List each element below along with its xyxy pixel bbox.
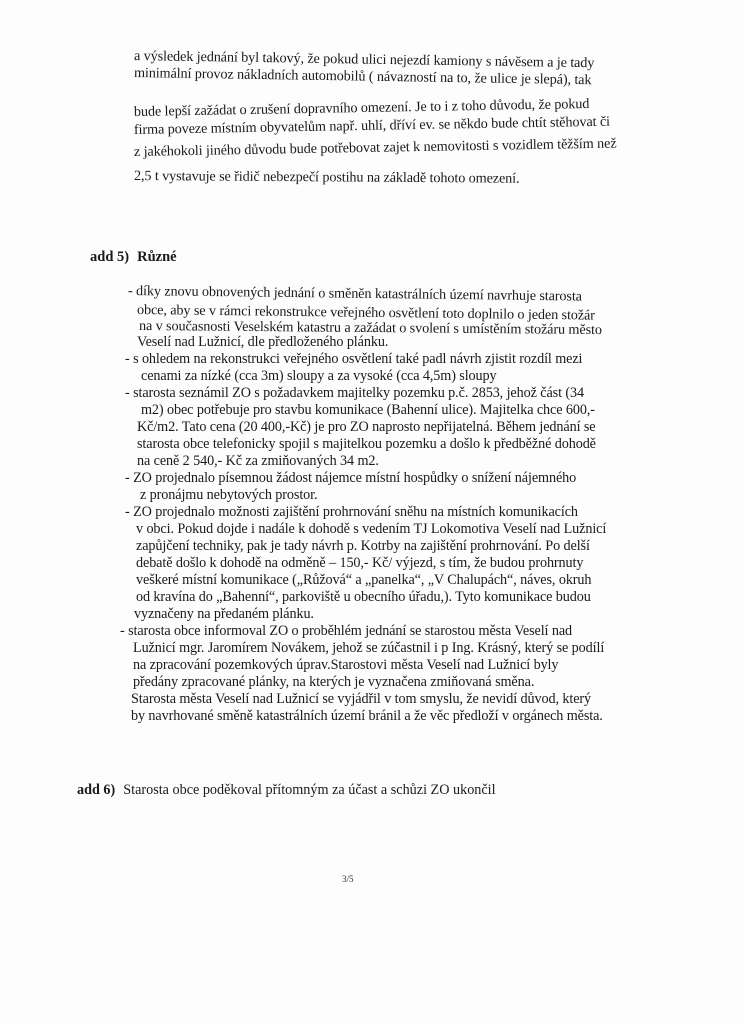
text-line: a výsledek jednání byl takový, že pokud ulici nejezdí kamiony s návěsem a je tady: [133, 48, 595, 72]
section-5-number: add 5): [90, 249, 130, 265]
text-line: na ceně 2 540,- Kč za zmiňovaných 34 m2.: [137, 453, 379, 469]
text-line: minimální provoz nákladních automobilů ( návazností na to, že ulice je slepá), tak: [133, 65, 592, 89]
text-line: z pronájmu nebytových prostor.: [140, 487, 318, 503]
text-line: na zpracování pozemkových úprav.Starostovi města Veselí nad Lužnicí byly: [133, 657, 559, 673]
text-line: Veselí nad Lužnicí, dle předloženého plánku.: [137, 334, 389, 350]
text-line: předány zpracované plánky, na kterých je vyznačena zmiňovaná směna.: [133, 674, 535, 690]
text-line: starosta obce telefonicky spojil s majitelkou pozemku a došlo k předběžné dohodě: [137, 436, 596, 452]
page-number: 3/5: [342, 874, 354, 884]
text-line: Starosta města Veselí nad Lužnicí se vyjádřil v tom smyslu, že nevidí důvod, který: [131, 691, 592, 707]
section-5-title: Různé: [137, 249, 177, 265]
section-6: [77, 782, 496, 799]
text-line: by navrhované směně katastrálních území bránil a že věc předloží v orgánech města.: [131, 708, 603, 724]
text-line: v obci. Pokud dojde i nadále k dohodě s vedením TJ Lokomotiva Veselí nad Lužnicí: [136, 521, 607, 537]
text-line: na v současnosti Veselském katastru a zažádat o svolení s umístěním stožáru město: [138, 318, 602, 339]
text-line: cenami za nízké (cca 3m) sloupy a za vysoké (cca 4,5m) sloupy: [141, 368, 497, 384]
text-line: Lužnicí mgr. Jaromírem Novákem, jehož se zúčastnil i p Ing. Krásný, který se podílí: [133, 640, 605, 656]
section-6-number: add 6): [77, 782, 116, 798]
text-line: zapůjčení techniky, pak je tady návrh p. Kotrby na zajištění prohrnování. Po delší: [136, 538, 590, 554]
text-line: - starosta obce informoval ZO o proběhlém jednání se starostou města Veselí nad: [120, 623, 573, 639]
section-5-heading: [90, 249, 177, 266]
text-line: bude lepší zažádat o zrušení dopravního omezení. Je to i z toho důvodu, že pokud: [133, 96, 590, 120]
text-line: - starosta seznámil ZO s požadavkem majitelky pozemku p.č. 2853, jehož část (34: [125, 385, 584, 401]
text-line: m2) obec potřebuje pro stavbu komunikace (Bahenní ulice). Majitelka chce 600,-: [141, 402, 595, 418]
text-line: - ZO projednalo písemnou žádost nájemce místní hospůdky o snížení nájemného: [125, 470, 577, 486]
text-line: 2,5 t vystavuje se řidič nebezpečí postihu na základě tohoto omezení.: [133, 168, 520, 187]
text-line: Kč/m2. Tato cena (20 400,-Kč) je pro ZO naprosto nepřijatelná. Během jednání se: [137, 419, 596, 435]
text-line: veškeré místní komunikace („Růžová“ a „panelka“, „V Chalupách“, náves, okruh: [136, 572, 592, 588]
text-line: obce, aby se v rámci rekonstrukce veřejného osvětlení toto doplnilo o jeden stožár: [136, 302, 595, 324]
text-line: - s ohledem na rekonstrukci veřejného osvětlení také padl návrh zjistit rozdíl mezi: [125, 351, 583, 367]
text-line: - ZO projednalo možnosti zajištění prohrnování sněhu na místních komunikacích: [125, 504, 578, 520]
section-6-text: Starosta obce poděkoval přítomným za účast a schůzi ZO ukončil: [123, 782, 496, 798]
text-line: debatě došlo k dohodě na odměně – 150,- Kč/ výjezd, s tím, že budou prohrnuty: [136, 555, 584, 571]
text-line: - díky znovu obnovených jednání o směněn katastrálních území navrhuje starosta: [127, 283, 583, 305]
text-line: vyznačeny na předaném plánku.: [134, 606, 314, 622]
text-line: od kravína do „Bahenní“, parkoviště u obecního úřadu,). Tyto komunikace budou: [136, 589, 591, 605]
text-line: firma poveze místním obyvatelům např. uhlí, dříví ev. se někdo bude chtít stěhovat či: [133, 113, 611, 138]
text-line: z jakéhokoli jiného důvodu bude potřebovat zajet k nemovitosti s vozidlem těžším než: [133, 135, 617, 160]
